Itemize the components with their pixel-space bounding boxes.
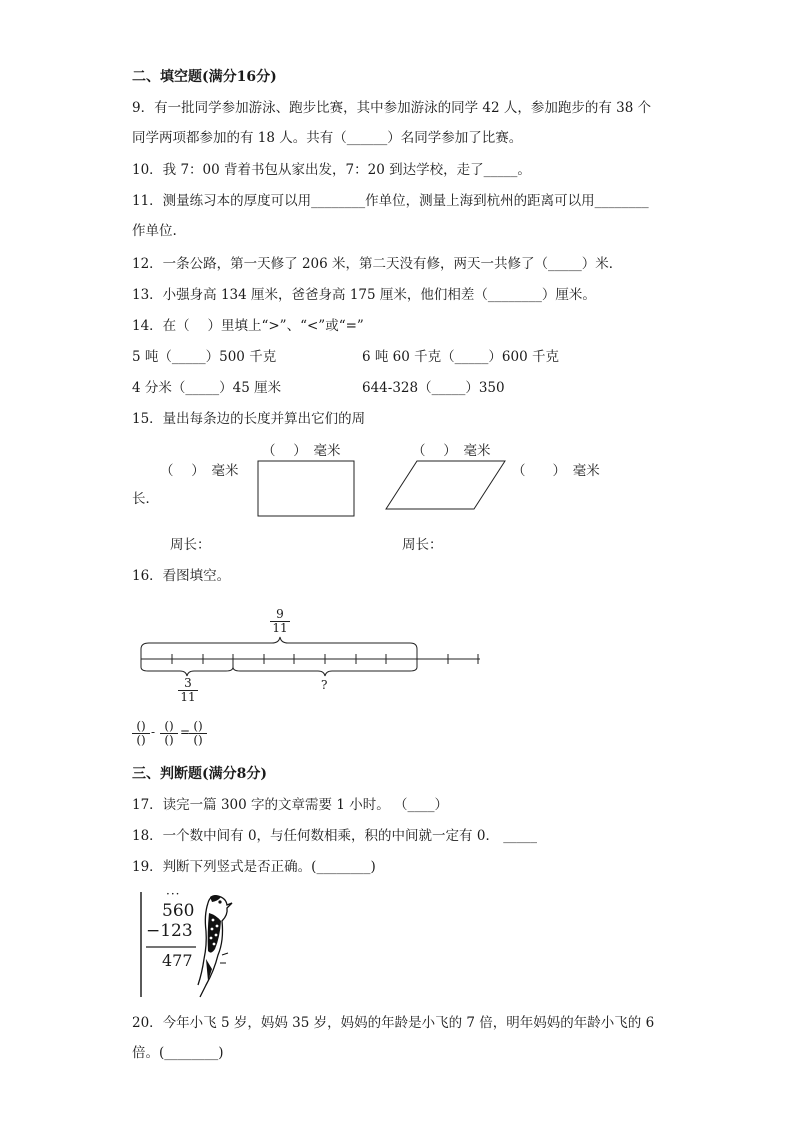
minuend: 560 xyxy=(162,901,195,921)
equals-sign: = xyxy=(180,725,191,739)
borrow-dots: ··· xyxy=(166,887,181,901)
question-12: 12．一条公路，第一天修了 206 米，第二天没有修，两天一共修了（_____）米． xyxy=(132,256,623,272)
answer-fraction-3-denominator: () xyxy=(189,733,207,747)
left-fraction-denominator: 11 xyxy=(178,690,198,704)
parallelogram-side-label: （ ） 毫米 xyxy=(512,463,600,479)
rectangle-side-label: （ ） 毫米 xyxy=(160,463,239,479)
top-fraction-numerator: 9 xyxy=(276,607,284,621)
answer-fraction-2-numerator: () xyxy=(164,719,174,733)
question-20-line1: 20．今年小飞 5 岁，妈妈 35 岁，妈妈的年龄是小飞的 7 倍，明年妈妈的年龄小飞的 6 xyxy=(132,1015,655,1031)
minus-sign: - xyxy=(151,725,156,739)
perimeter-label-1: 周长： xyxy=(170,537,211,553)
parallelogram-top-label: （ ） 毫米 xyxy=(412,443,491,459)
answer-fraction-3-numerator: () xyxy=(193,719,203,733)
question-10: 10．我 7：00 背着书包从家出发，7：20 到达学校，走了_____。 xyxy=(132,162,531,178)
question-14-item-b: 6 吨 60 千克（_____）600 千克 xyxy=(362,349,559,365)
question-14-stem: 14．在（ ）里填上“>”、“<”或“=” xyxy=(132,318,364,334)
answer-fraction-2-denominator: () xyxy=(160,733,178,747)
question-14-item-d: 644-328（_____）350 xyxy=(362,380,505,396)
perimeter-label-2: 周长： xyxy=(402,537,443,553)
question-13: 13．小强身高 134 厘米，爸爸身高 175 厘米，他们相差（________）厘米。 xyxy=(132,287,596,303)
question-15-stem-cont: 长． xyxy=(132,491,159,507)
rectangle-top-label: （ ） 毫米 xyxy=(262,443,341,459)
question-mark-label: ? xyxy=(321,678,328,692)
section-title-true-false: 三、判断题(满分8分) xyxy=(132,766,267,782)
question-14-item-c: 4 分米（_____）45 厘米 xyxy=(132,380,282,396)
top-fraction-denominator: 11 xyxy=(270,621,290,635)
answer-fraction-1-numerator: () xyxy=(136,719,146,733)
question-16-stem: 16．看图填空。 xyxy=(132,568,231,584)
answer-fraction-1-denominator: () xyxy=(132,733,150,747)
question-11-line2: 作单位. xyxy=(132,223,177,239)
question-9-line1: 9．有一批同学参加游泳、跑步比赛，其中参加游泳的同学 42 人，参加跑步的有 38 个 xyxy=(132,100,652,116)
difference: 477 xyxy=(162,951,193,970)
woodpecker-image xyxy=(194,893,234,999)
question-19-stem: 19．判断下列竖式是否正确。(________) xyxy=(132,859,376,875)
question-14-item-a: 5 吨（_____）500 千克 xyxy=(132,349,277,365)
question-9-line2: 同学两项都参加的有 18 人。共有（______）名同学参加了比赛。 xyxy=(132,130,523,146)
subtrahend: −123 xyxy=(146,921,193,941)
question-20-line2: 倍。(________) xyxy=(132,1045,224,1061)
left-fraction-numerator: 3 xyxy=(184,676,192,690)
question-15-stem: 15．量出每条边的长度并算出它们的周 xyxy=(132,411,366,427)
question-11-line1: 11．测量练习本的厚度可以用________作单位，测量上海到杭州的距离可以用________ xyxy=(132,193,649,209)
section-title-fill-blank: 二、填空题(满分16分) xyxy=(132,69,277,85)
question-17: 17．读完一篇 300 字的文章需要 1 小时。 （____） xyxy=(132,797,448,813)
question-18: 18．一个数中间有 0，与任何数相乘，积的中间就一定有 0． _____ xyxy=(132,828,537,844)
